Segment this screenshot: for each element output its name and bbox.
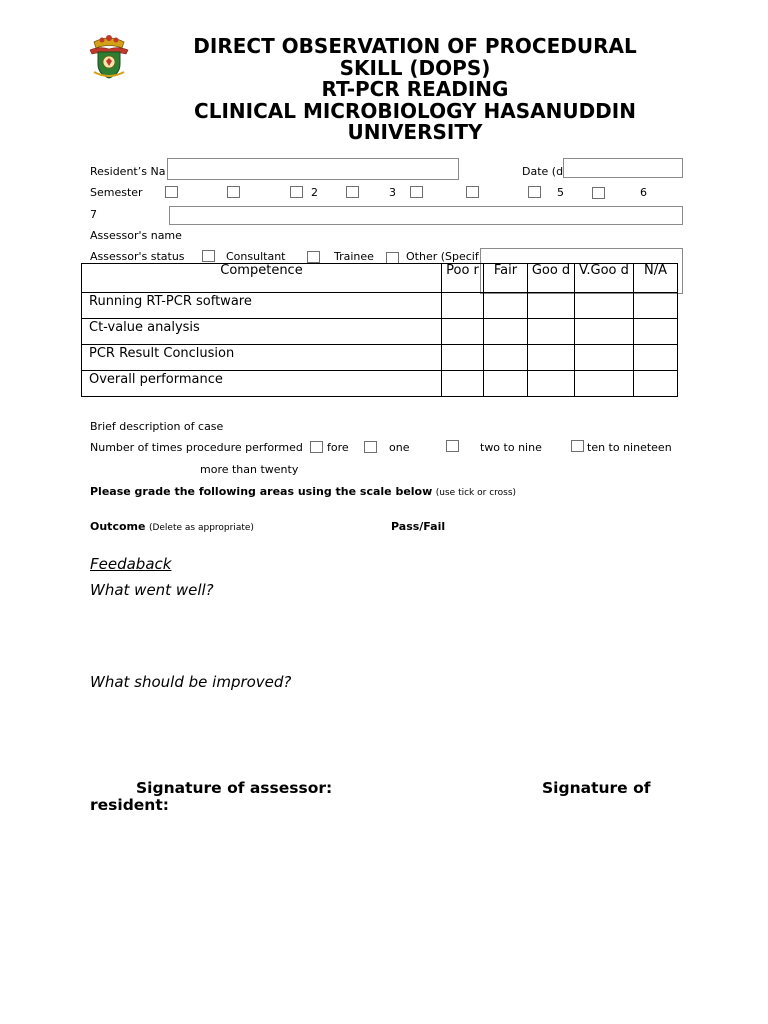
date-label: Date (d <box>522 165 564 178</box>
competence-table <box>81 263 678 397</box>
semester-number-7: 7 <box>90 208 97 221</box>
grade-cell[interactable] <box>484 345 528 371</box>
times-checkbox-1[interactable] <box>310 441 323 453</box>
grade-cell[interactable] <box>634 293 678 319</box>
grade-cell[interactable] <box>442 371 484 397</box>
semester-checkbox-2[interactable] <box>227 186 240 198</box>
times-checkbox-3[interactable] <box>446 440 459 452</box>
assessor-status-label: Assessor's status <box>90 250 185 263</box>
semester-number-6: 6 <box>640 186 647 199</box>
table-row <box>82 371 678 397</box>
header-poor: Poo r <box>442 264 484 293</box>
row-label: PCR Result Conclusion <box>82 345 442 371</box>
outcome-label: Outcome <box>90 520 146 533</box>
grade-instruction-text: Please grade the following areas using the scale below <box>90 485 433 498</box>
times-option-one: one <box>389 441 410 454</box>
grade-cell[interactable] <box>528 293 575 319</box>
grade-cell[interactable] <box>575 345 634 371</box>
times-checkbox-4[interactable] <box>571 440 584 452</box>
university-crest-icon <box>86 34 132 80</box>
times-option-ten-to-nineteen: ten to nineteen <box>587 441 672 454</box>
semester-label: Semester <box>90 186 143 199</box>
times-option-two-to-nine: two to nine <box>480 441 542 454</box>
grade-cell[interactable] <box>484 371 528 397</box>
resident-name-label: Resident’s Na <box>90 165 166 178</box>
assessor-name-label: Assessor's name <box>90 229 182 242</box>
grade-note: (use tick or cross) <box>435 488 517 498</box>
grade-cell[interactable] <box>442 319 484 345</box>
status-trainee-checkbox[interactable] <box>307 251 320 263</box>
what-should-be-improved-label: What should be improved? <box>90 673 292 691</box>
times-option-fore: fore <box>327 441 349 454</box>
semester-checkbox-1[interactable] <box>165 186 178 198</box>
grade-cell[interactable] <box>528 319 575 345</box>
semester-checkbox-7[interactable] <box>528 186 541 198</box>
row-label: Ct-value analysis <box>82 319 442 345</box>
grade-cell[interactable] <box>634 319 678 345</box>
grade-cell[interactable] <box>528 371 575 397</box>
header-fair: Fair <box>484 264 528 293</box>
outcome-value: Pass/Fail <box>391 520 446 533</box>
status-other-label: Other (Specif <box>406 250 479 263</box>
outcome-note: (Delete as appropriate) <box>148 523 254 533</box>
semester-number-2: 2 <box>311 186 318 199</box>
header-na: N/A <box>634 264 678 293</box>
grade-cell[interactable] <box>634 371 678 397</box>
date-field[interactable] <box>563 158 683 178</box>
grade-cell[interactable] <box>442 293 484 319</box>
times-performed-label: Number of times procedure performed <box>90 441 303 454</box>
page-title <box>150 36 680 144</box>
status-trainee-label: Trainee <box>334 250 374 263</box>
resident-name-field[interactable] <box>167 158 459 180</box>
grade-cell[interactable] <box>575 293 634 319</box>
times-checkbox-2[interactable] <box>364 441 377 453</box>
title-line-1: DIRECT OBSERVATION OF PROCEDURAL <box>193 34 637 58</box>
row-label: Overall performance <box>82 371 442 397</box>
table-row <box>82 293 678 319</box>
semester-number-3: 3 <box>389 186 396 199</box>
grade-cell[interactable] <box>575 371 634 397</box>
resident-signature-label-part1: Signature of <box>542 779 651 797</box>
outcome-row <box>90 521 254 533</box>
title-line-3: RT-PCR READING <box>321 77 509 101</box>
semester-number-5: 5 <box>557 186 564 199</box>
grade-cell[interactable] <box>528 345 575 371</box>
title-line-4: CLINICAL MICROBIOLOGY HASANUDDIN <box>194 98 636 123</box>
what-went-well-label: What went well? <box>90 581 214 599</box>
table-row <box>82 319 678 345</box>
grade-cell[interactable] <box>442 345 484 371</box>
status-consultant-checkbox[interactable] <box>202 250 215 262</box>
grade-cell[interactable] <box>575 319 634 345</box>
resident-signature-label-part2: resident: <box>90 796 169 814</box>
table-row <box>82 345 678 371</box>
feedback-heading: Feedaback <box>90 555 172 573</box>
semester-7-field[interactable] <box>169 206 683 225</box>
header-good: Goo d <box>528 264 575 293</box>
grade-instruction <box>90 486 516 498</box>
times-option-more-than-twenty: more than twenty <box>200 463 299 476</box>
semester-checkbox-6[interactable] <box>466 186 479 198</box>
row-label: Running RT-PCR software <box>82 293 442 319</box>
semester-checkbox-3[interactable] <box>290 186 303 198</box>
header-very-good: V.Goo d <box>575 264 634 293</box>
semester-checkbox-8[interactable] <box>592 187 605 199</box>
semester-checkbox-4[interactable] <box>346 186 359 198</box>
status-consultant-label: Consultant <box>226 250 286 263</box>
grade-cell[interactable] <box>484 319 528 345</box>
grade-cell[interactable] <box>484 293 528 319</box>
grade-cell[interactable] <box>634 345 678 371</box>
header-competence: Competence <box>82 264 442 293</box>
title-line-5: UNIVERSITY <box>347 120 483 144</box>
assessor-signature-label: Signature of assessor: <box>136 779 333 797</box>
brief-description-label: Brief description of case <box>90 420 224 433</box>
title-line-2: SKILL (DOPS) <box>339 55 491 80</box>
semester-checkbox-5[interactable] <box>410 186 423 198</box>
